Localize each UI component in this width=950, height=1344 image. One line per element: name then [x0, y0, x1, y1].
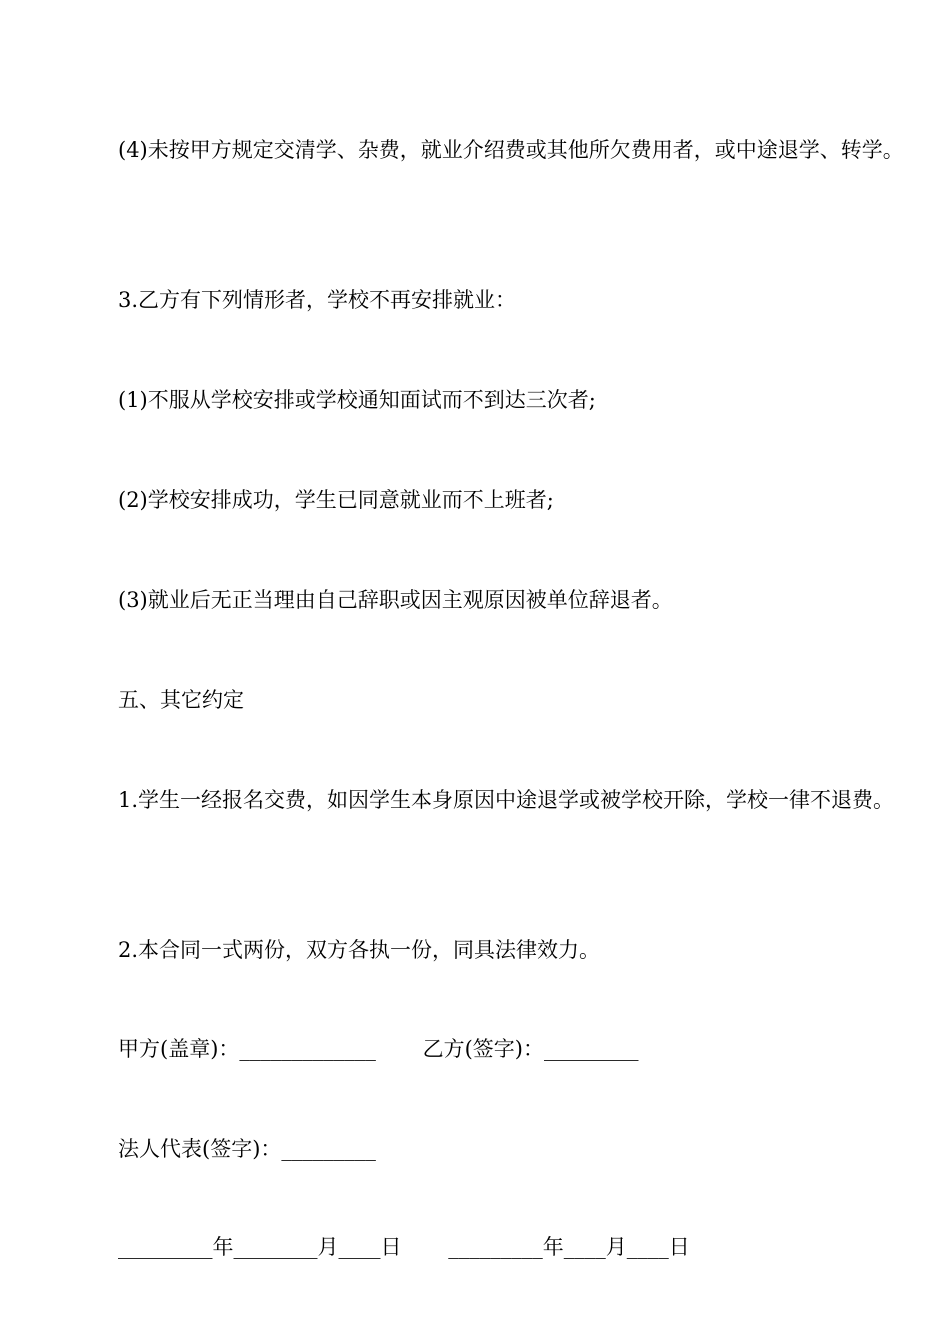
signature-date-line: _________年________月____日 _________年____月____日 — [118, 1235, 690, 1259]
paragraph-item-3: 3.乙方有下列情形者，学校不再安排就业： — [118, 288, 517, 312]
paragraph-clause-1: (1)不服从学校安排或学校通知面试而不到达三次者; — [118, 388, 596, 412]
section-heading-other-terms: 五、其它约定 — [118, 688, 244, 712]
signature-parties-line: 甲方(盖章)：_____________ 乙方(签字)：_________ — [118, 1037, 639, 1061]
paragraph-clause-2: (2)学校安排成功，学生已同意就业而不上班者; — [118, 488, 554, 512]
paragraph-clause-4: (4)未按甲方规定交清学、杂费，就业介绍费或其他所欠费用者，或中途退学、转学。 — [118, 138, 904, 162]
signature-legal-rep-line: 法人代表(签字)：_________ — [118, 1137, 376, 1161]
paragraph-clause-3: (3)就业后无正当理由自己辞职或因主观原因被单位辞退者。 — [118, 588, 673, 612]
paragraph-term-1: 1.学生一经报名交费，如因学生本身原因中途退学或被学校开除，学校一律不退费。 — [118, 788, 895, 812]
paragraph-term-2: 2.本合同一式两份，双方各执一份，同具法律效力。 — [118, 938, 601, 962]
